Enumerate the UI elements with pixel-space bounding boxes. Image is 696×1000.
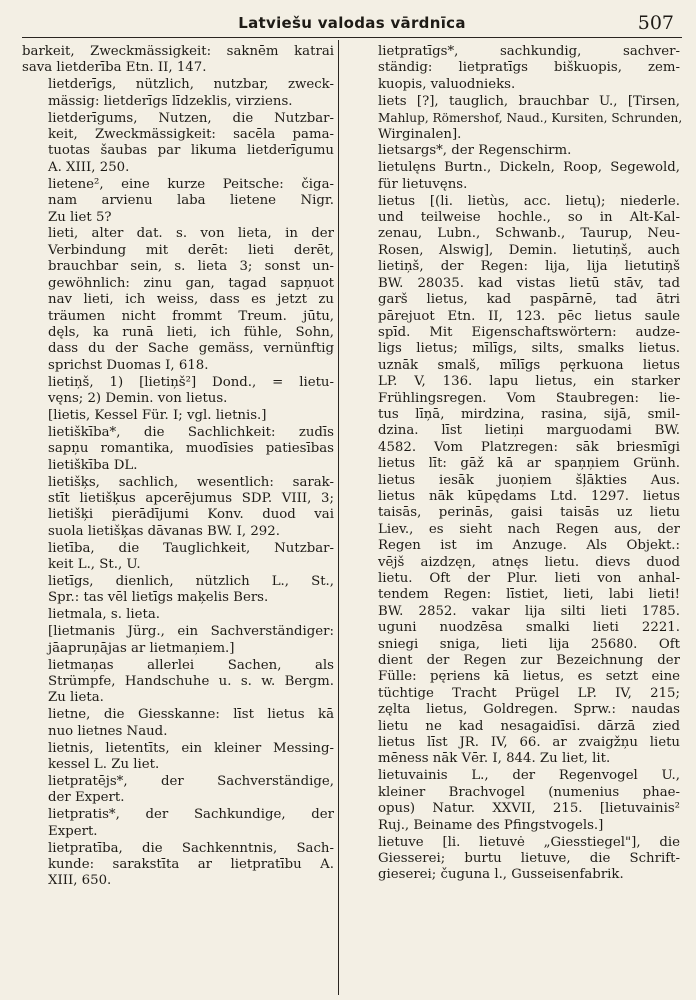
dictionary-entry: [22, 375, 334, 408]
entry-line: kessel L. Zu liet.: [48, 756, 160, 772]
entry-line: lietus [(li. lietùs, acc. lietų); niederle.: [378, 193, 680, 209]
entry-line: BW. 28035. kad vistas lietū stāv, tad: [378, 275, 680, 291]
entry-line: pārejuot Etn. II, 123. pēc lietus saule: [378, 308, 680, 324]
entry-line: tus līņā, mirdzina, rasina, sijā, smil-: [378, 406, 680, 422]
entry-line: brauchbar sein, s. lieta 3; sonst un-: [48, 259, 334, 275]
dictionary-entry: [22, 226, 334, 374]
entry-line: liets [?], tauglich, brauchbar U., [Tirsen,: [378, 93, 680, 109]
entry-line: Fülle: pęriens kā lietus, es setzt eine: [378, 669, 680, 685]
entry-line: keit L., St., U.: [48, 557, 141, 573]
entry-line: Strümpfe, Handschuhe u. s. w. Bergm.: [48, 673, 334, 689]
entry-line: und teilweise hochle., so in Alt-Kal-: [378, 210, 680, 226]
entry-line: gieserei; čuguna l., Gusseisenfabrik.: [378, 867, 624, 883]
entry-line: kunde: sarakstīta ar lietpratību A.: [48, 856, 334, 872]
dictionary-entry: [352, 143, 680, 159]
entry-line: gewöhnlich: zinu gan, tagad sapņuot: [48, 275, 334, 291]
entry-line: lietpratis*, der Sachkundige, der: [48, 807, 334, 823]
entry-line: lietmaņas allerlei Sachen, als: [48, 657, 334, 673]
entry-line: tüchtige Tracht Prügel LP. IV, 215;: [378, 685, 680, 701]
entry-line: sapņu romantika, muodīsies patiesības: [48, 441, 334, 457]
entry-line: lietne, die Giesskanne: līst lietus kā: [48, 707, 334, 723]
entry-line: lietpratīgs*, sachkundig, sachver-: [378, 44, 680, 59]
entry-line: lietsargs*, der Regenschirm.: [378, 143, 572, 159]
entry-line: stīt lietišķus apcerējumus SDP. VIII, 3;: [48, 490, 334, 506]
entry-line: uznāk smalš, mīlīgs pęrkuona lietus: [378, 357, 680, 373]
entry-line: nam arvienu laba lietene Nigr.: [48, 193, 334, 209]
entry-line: Giesserei; burtu lietuve, die Schrift-: [378, 850, 680, 866]
entry-line: [lietmanis Jürg., ein Sachverständiger:: [48, 624, 334, 640]
entry-line: lietus līst JR. IV, 66. ar zvaigžņu lietu: [378, 735, 680, 751]
left-column: [22, 44, 334, 890]
entry-line: Expert.: [48, 823, 98, 839]
header-rule: [22, 37, 682, 38]
entry-line: barkeit, Zweckmässigkeit: saknēm katrai: [22, 44, 334, 59]
entry-line: Mahlup, Römershof, Naud., Kursiten, Schrunden,: [378, 111, 683, 126]
dictionary-entry: [22, 177, 334, 226]
dictionary-entry: [22, 425, 334, 474]
entry-line: Wirginalen].: [378, 126, 462, 142]
entry-line: uguni nuodzēsa smalki lieti 2221.: [378, 620, 680, 636]
entry-line: lietu. Oft der Plur. lieti von anhal-: [378, 571, 680, 586]
entry-line: opus) Natur. XXVII, 215. [lietuvainis²: [378, 801, 680, 817]
entry-line: lieti, alter dat. s. von lieta, in der: [48, 226, 334, 242]
entry-line: Rosen, Alswig], Demin. lietutiņš, auch: [378, 242, 680, 258]
entry-line: tuotas šaubas par likuma lietderīgumu: [48, 143, 334, 159]
entry-line: lietīgs, dienlich, nützlich L., St.,: [48, 574, 334, 589]
entry-line: dęls, ka runā lieti, ich fühle, Sohn,: [48, 324, 334, 340]
right-column: [352, 44, 683, 884]
entry-line: sprichst Duomas I, 618.: [48, 357, 209, 373]
entry-line: vęns; 2) Demin. von lietus.: [48, 391, 228, 407]
dictionary-entry: [22, 44, 334, 77]
dictionary-entry: [352, 160, 680, 193]
dictionary-entry: [22, 841, 334, 890]
entry-line: XIII, 650.: [48, 873, 112, 889]
entry-line: ligs lietus; mīlīgs, silts, smalks lietus.: [378, 341, 680, 357]
entry-line: zęlta lietus, Goldregen. Sprw.: naudas: [378, 702, 680, 718]
dictionary-entry: [352, 194, 680, 768]
entry-line: suola lietišķas dāvanas BW. I, 292.: [48, 523, 280, 539]
entry-line: der Expert.: [48, 790, 125, 806]
dictionary-entry: [352, 93, 683, 143]
dictionary-entry: [22, 607, 334, 623]
page-header: [22, 8, 682, 38]
entry-line: lietpratība, die Sachkenntnis, Sach-: [48, 840, 334, 856]
entry-line: lietmala, s. lieta.: [48, 607, 161, 623]
dictionary-entry: [352, 44, 680, 93]
dictionary-entry: [22, 475, 334, 541]
entry-line: träumen nicht frommt Treum. jūtu,: [48, 308, 334, 324]
entry-line: jāapruņājas ar lietmaņiem.]: [48, 640, 235, 656]
entry-line: garš lietus, kad paspārnē, tad ātri: [378, 292, 680, 308]
dictionary-entry: [22, 658, 334, 707]
running-title: Latviešu valodas vārdnīca: [238, 14, 466, 32]
entry-line: lietība, die Tauglichkeit, Nutzbar-: [48, 540, 334, 556]
entry-line: Regen ist im Anzuge. Als Objekt.:: [378, 538, 680, 554]
dictionary-entry: [22, 77, 334, 110]
entry-line: LP. V, 136. lapu lietus, ein starker: [378, 374, 680, 390]
entry-line: vējš aizdzęn, atnęs lietu. dievs duod: [378, 554, 680, 570]
entry-line: ständig: lietpratīgs biškuopis, zem-: [378, 60, 680, 76]
dictionary-entry: [22, 111, 334, 177]
dictionary-entry: [22, 408, 334, 424]
entry-line: nav lieti, ich weiss, dass es jetzt zu: [48, 292, 334, 308]
dictionary-entry: [22, 624, 334, 657]
entry-line: keit, Zweckmässigkeit: sacēla pama-: [48, 127, 334, 143]
entry-line: für lietuvęns.: [378, 176, 468, 192]
entry-line: nuo lietnes Naud.: [48, 723, 168, 739]
entry-line: lietu ne kad nesagaidīsi. dārzā zied: [378, 718, 680, 734]
entry-line: lietuve [li. lietuvė „Giesstiegel"], die: [378, 834, 680, 850]
entry-line: dient der Regen zur Bezeichnung der: [378, 653, 680, 669]
entry-line: dass du der Sache gemäss, vernünftig: [48, 341, 334, 357]
entry-line: Ruj., Beiname des Pfingstvogels.]: [378, 817, 604, 833]
entry-line: lietus līt: gāž kā ar spaņņiem Grünh.: [378, 456, 680, 472]
dictionary-entry: [22, 741, 334, 774]
entry-line: BW. 2852. vakar lija silti lieti 1785.: [378, 603, 680, 619]
entry-line: A. XIII, 250.: [48, 159, 130, 175]
entry-line: Verbindung mit derēt: lieti derēt,: [48, 242, 334, 258]
dictionary-entry: [22, 774, 334, 807]
entry-line: mēness nāk Vēr. I, 844. Zu liet, lit.: [378, 751, 611, 767]
entry-line: lietderīgs, nützlich, nutzbar, zweck-: [48, 77, 334, 93]
entry-line: Zu lieta.: [48, 690, 104, 706]
entry-line: lietišķs, sachlich, wesentlich: sarak-: [48, 474, 334, 490]
entry-line: lietiņš, der Regen: lija, lija lietutiņš: [378, 259, 680, 275]
entry-line: Frühlingsregen. Vom Staubregen: lie-: [378, 390, 680, 406]
dictionary-entry: [352, 835, 680, 884]
dictionary-entry: [22, 807, 334, 840]
entry-line: lietišķi pierādījumi Konv. duod vai: [48, 507, 334, 523]
entry-line: lietiškība*, die Sachlichkeit: zudīs: [48, 424, 334, 440]
entry-line: tendem Regen: līstiet, lieti, labi lieti!: [378, 587, 680, 603]
dictionary-entry: [22, 541, 334, 574]
entry-line: lietiškība DL.: [48, 457, 138, 473]
entry-line: lietuvainis L., der Regenvogel U.,: [378, 768, 680, 784]
page-number: 507: [637, 12, 674, 34]
entry-line: lietene², eine kurze Peitsche: čiga-: [48, 176, 334, 192]
entry-line: lietus iesāk juoņiem šļākties Aus.: [378, 472, 680, 488]
entry-line: lietnis, lietentīts, ein kleiner Messing-: [48, 740, 334, 756]
entry-line: lietpratējs*, der Sachverständige,: [48, 773, 334, 789]
entry-line: spīd. Mit Eigenschaftswörtern: audze-: [378, 324, 680, 340]
entry-line: sniegi sniga, lieti lija 25680. Oft: [378, 636, 680, 652]
entry-line: [lietis, Kessel Für. I; vgl. lietnis.]: [48, 407, 267, 423]
entry-line: Spr.: tas vēl lietīgs maķelis Bers.: [48, 590, 269, 606]
entry-line: lietus nāk kūpędams Ltd. 1297. lietus: [378, 488, 680, 504]
entry-line: taisās, perinās, gaisi taisās uz lietu: [378, 505, 680, 521]
dictionary-entry: [22, 707, 334, 740]
dictionary-entry: [352, 768, 680, 834]
entry-line: dzina. līst lietiņi marguodami BW.: [378, 423, 680, 439]
entry-line: zenau, Lubn., Schwanb., Taurup, Neu-: [378, 226, 680, 242]
entry-line: lietulęns Burtn., Dickeln, Roop, Segewold,: [378, 160, 680, 176]
entry-line: Liev., es sieht nach Regen aus, der: [378, 521, 680, 537]
entry-line: 4582. Vom Platzregen: sāk briesmīgi: [378, 439, 680, 455]
entry-line: mässig: lietderīgs līdzeklis, virziens.: [48, 93, 293, 109]
entry-line: lietiņš, 1) [lietiņš²] Dond., = lietu-: [48, 374, 334, 390]
column-divider: [338, 40, 339, 995]
entry-line: lietderīgums, Nutzen, die Nutzbar-: [48, 110, 334, 126]
dictionary-entry: [22, 574, 334, 607]
entry-line: Zu liet 5?: [48, 209, 112, 225]
entry-line: kuopis, valuodnieks.: [378, 76, 516, 92]
entry-line: sava lietderība Etn. II, 147.: [22, 60, 207, 76]
entry-line: kleiner Brachvogel (numenius phae-: [378, 784, 680, 800]
